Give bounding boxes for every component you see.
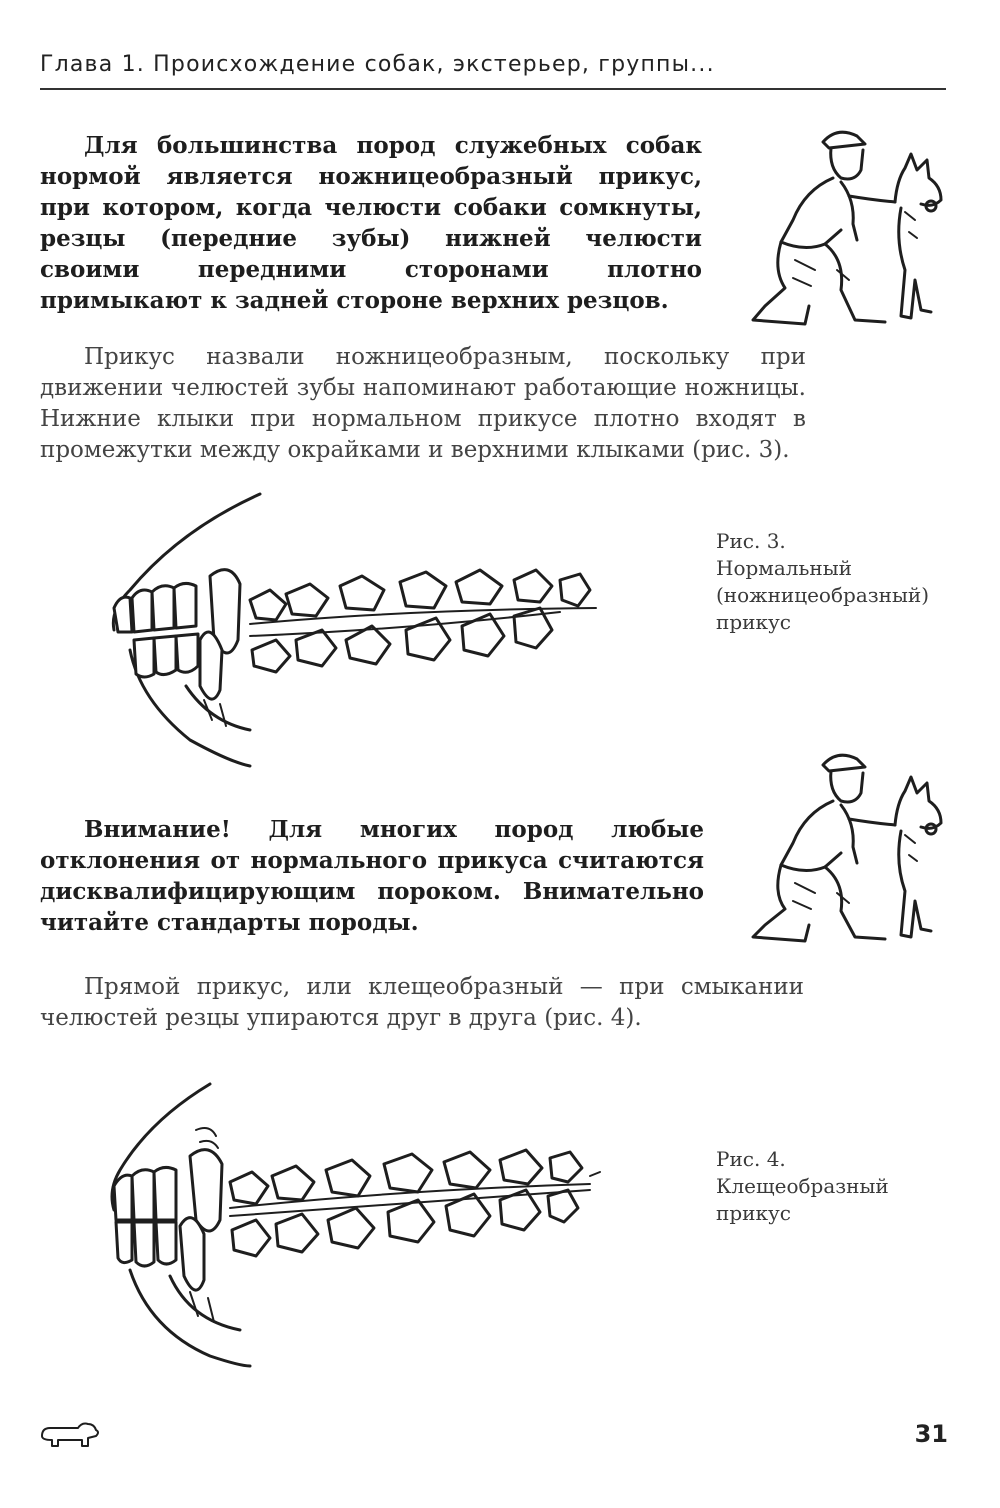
chapter-header: Глава 1. Происхождение собак, экстерьер, группы... (40, 52, 715, 77)
figure-4-level-bite-drawing (100, 1080, 620, 1370)
handler-with-dog-illustration (745, 120, 950, 330)
figure-4-label: Рис. 4. (716, 1147, 786, 1171)
figure-3-caption-line: прикус (716, 610, 791, 634)
header-rule (40, 88, 946, 90)
figure-4-caption (716, 1146, 889, 1227)
paragraph-scissor-bite-definition: Для большинства пород служебных собак нормой является ножницеобразный прикус, при котором, когда челюсти собаки сомкнуты, резцы (передние зубы) нижней челюсти своими передними сторонами плотно примыкают к задней стороне верхних резцов. (40, 132, 702, 314)
page-number: 31 (914, 1420, 948, 1448)
figure-3-caption (716, 528, 929, 636)
figure-3-caption-line: Нормальный (716, 556, 852, 580)
paragraph-attention-note: Внимание! Для многих пород любые отклонения от нормального прикуса считаются дисквалифицирующим пороком. Внимательно читайте стандарты породы. (40, 816, 704, 936)
figure-3-caption-line: (ножницеобразный) (716, 583, 930, 607)
paragraph-level-bite: Прямой прикус, или клещеобразный — при смыкании челюстей резцы упираются друг в друга (рис. 4). (40, 974, 804, 1031)
figure-4-caption-line: Клещеобразный (716, 1174, 889, 1198)
figure-4-caption-line: прикус (716, 1201, 791, 1225)
figure-3-label: Рис. 3. (716, 529, 786, 553)
figure-3-scissor-bite-drawing (100, 490, 620, 770)
paragraph-scissor-bite-explanation: Прикус назвали ножницеобразным, поскольку при движении челюстей зубы напоминают работающие ножницы. Нижние клыки при нормальном прикусе плотно входят в промежутки между окрайками и верхними клыками (рис. 3). (40, 344, 806, 463)
handler-with-dog-illustration (745, 745, 950, 945)
dog-silhouette-icon (38, 1418, 102, 1456)
